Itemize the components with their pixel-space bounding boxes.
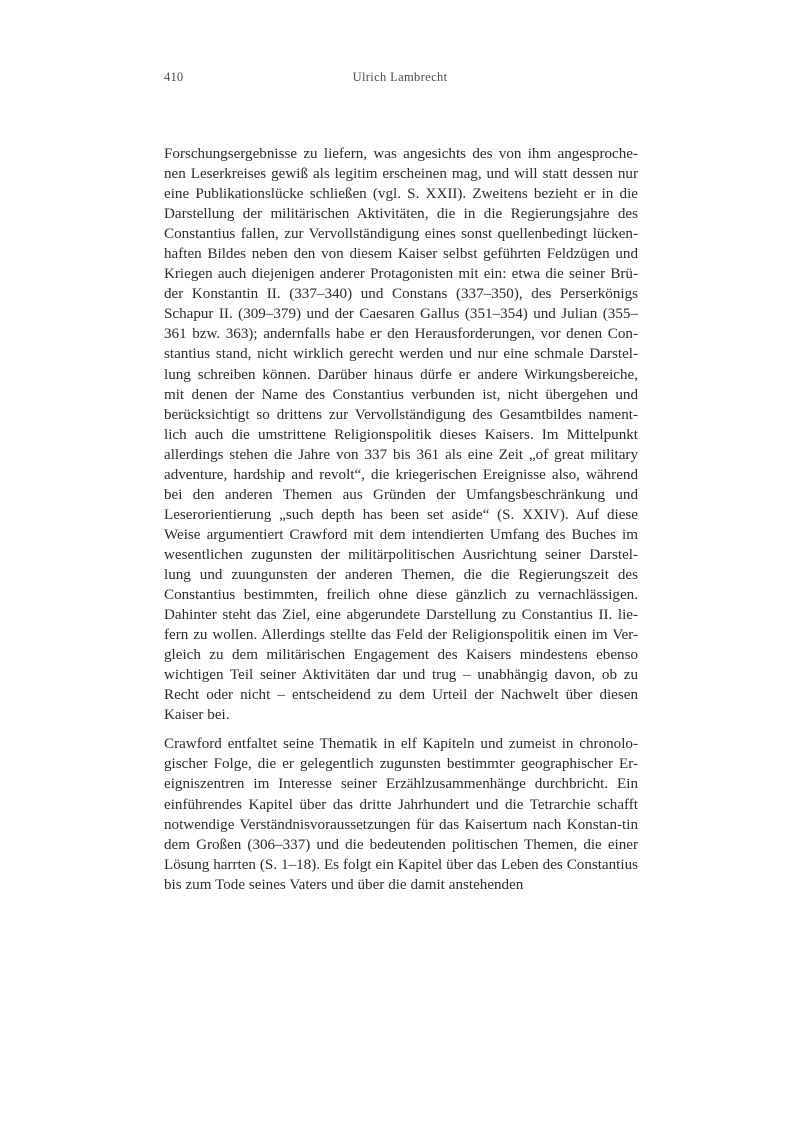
page-number: 410 <box>164 70 184 84</box>
paragraph: Crawford entfaltet seine Thematik in elf Kapiteln und zumeist in chronolo-​gischer Folge, die er gelegentlich zugunsten bestimmter geographischer Er-​eigniszentren im Interesse seiner Erzählzusammenhänge durchbricht. Ein einführendes Kapitel über das dritte Jahrhundert und die Tetrarchie schafft notwendige Verständnisvoraussetzungen für das Kaisertum nach Konstan-​tin dem Großen (306–337) und die bedeutenden politischen Themen, die einer Lösung harrten (S. 1–18). Es folgt ein Kapitel über das Leben des Constantius bis zum Tode seines Vaters und über die damit anstehenden <box>164 736 638 893</box>
running-head-title: Ulrich Lambrecht <box>352 70 448 84</box>
body-text-column <box>164 144 638 895</box>
paragraph: Forschungsergebnisse zu liefern, was angesichts des von ihm angesproche-​nen Leserkreises gewiß als legitim erscheinen mag, und will statt dessen nur eine Publikationslücke schließen (vgl. S. XXII). Zweitens bezieht er in die Darstellung der militärischen Aktivitäten, die in die Regierungsjahre des Constantius fallen, zur Vervollständigung eines sonst quellenbedingt lücken-​haften Bildes neben den von diesem Kaiser selbst geführten Feldzügen und Kriegen auch diejenigen anderer Protagonisten mit ein: etwa die seiner Brü-​der Konstantin II. (337–340) und Constans (337–350), des Perserkönigs Schapur II. (309–379) und der Caesaren Gallus (351–354) und Julian (355–361 bzw. 363); andernfalls habe er den Herausforderungen, vor denen Con-​stantius stand, nicht wirklich gerecht werden und nur eine schmale Darstel-​lung schreiben können. Darüber hinaus dürfe er andere Wirkungsbereiche, mit denen der Name des Constantius verbunden ist, nicht übergehen und berücksichtigt so drittens zur Vervollständigung des Gesamtbildes nament-​lich auch die umstrittene Religionspolitik dieses Kaisers. Im Mittelpunkt allerdings stehen die Jahre von 337 bis 361 als eine Zeit „of great military adventure, hardship and revolt“, die kriegerischen Ereignisse also, während bei den anderen Themen aus Gründen der Umfangsbeschränkung und Leserorientierung „such depth has been set aside“ (S. XXIV). Auf diese Weise argumentiert Crawford mit dem intendierten Umfang des Buches im wesentlichen zugunsten der militärpolitischen Ausrichtung seiner Darstel-​lung und zuungunsten der anderen Themen, die die Regierungszeit des Constantius bestimmten, freilich ohne diese gänzlich zu vernachlässigen. Dahinter steht das Ziel, eine abgerundete Darstellung zu Constantius II. lie-​fern zu wollen. Allerdings stellte das Feld der Religionspolitik einen im Ver-​gleich zu dem militärischen Engagement des Kaisers mindestens ebenso wichtigen Teil seiner Aktivitäten dar und trug – unabhängig davon, ob zu Recht oder nicht – entscheidend zu dem Urteil der Nachwelt über diesen Kaiser bei. <box>164 146 638 724</box>
running-head <box>164 70 636 90</box>
